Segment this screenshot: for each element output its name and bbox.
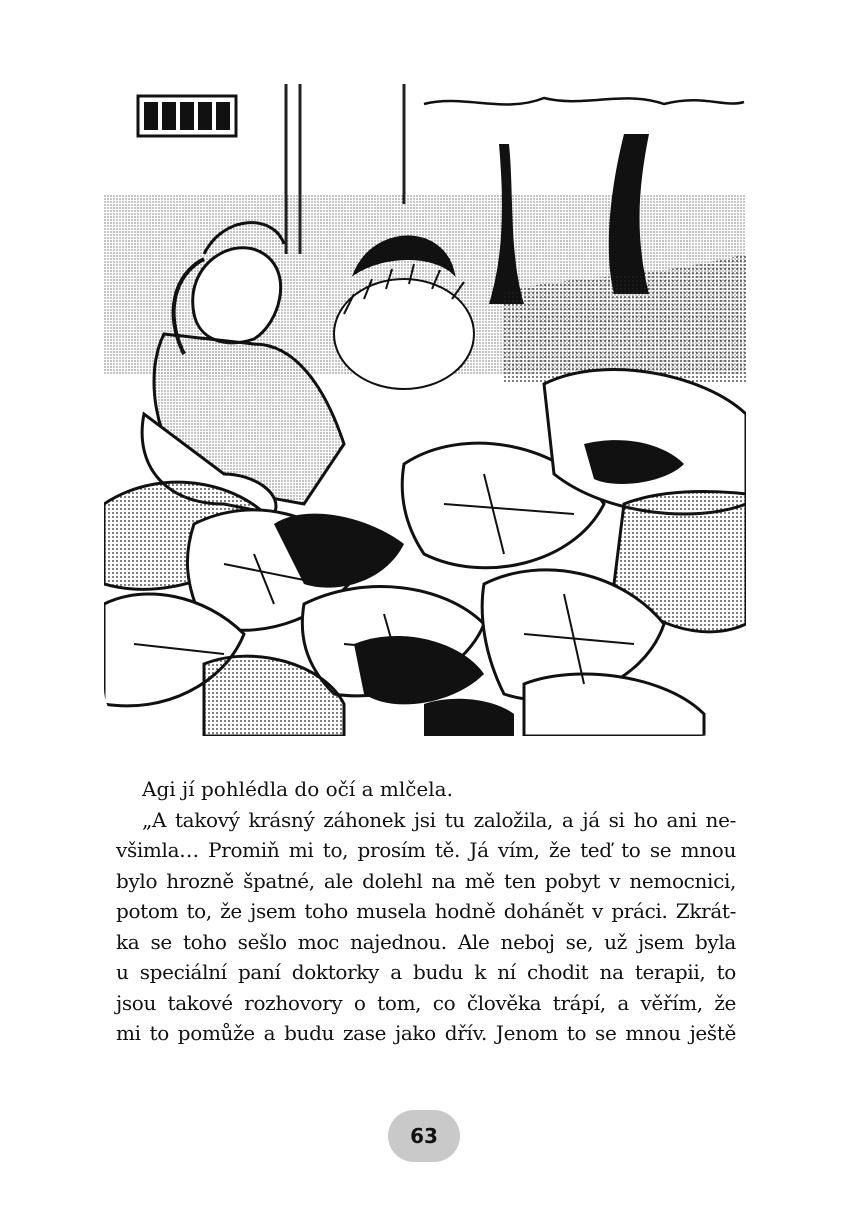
paragraph-1 [116, 774, 736, 805]
page-number-badge [388, 1110, 460, 1162]
page-number: 63 [410, 1124, 438, 1148]
text-line-2: „A takový krásný záhonek jsi tu založila, a já si ho ani ne- [142, 807, 736, 832]
text-line-1: Agi jí pohlédla do očí a mlčela. [142, 777, 453, 801]
paragraph-2 [116, 805, 736, 1049]
illustration-drawing [104, 84, 746, 736]
text-line-6: ka se toho sešlo moc najednou. Ale neboj se, už jsem byla [116, 929, 736, 954]
body-text [116, 774, 736, 1049]
text-line-3: všimla… Promiň mi to, prosím tě. Já vím, že teď to se mnou [116, 838, 736, 862]
text-line-7: u speciální paní doktorky a budu k ní chodit na terapii, to [116, 960, 736, 984]
text-line-5: potom to, že jsem toho musela hodně dohánět v práci. Zkrát- [116, 899, 736, 923]
garden-illustration [104, 84, 746, 736]
text-line-4: bylo hrozně špatné, ale dolehl na mě ten pobyt v nemocnici, [116, 868, 736, 893]
text-line-8: jsou takové rozhovory o tom, co člověka trápí, a věřím, že [116, 990, 736, 1015]
text-line-9: mi to pomůže a budu zase jako dřív. Jenom to se mnou ještě [116, 1021, 736, 1045]
